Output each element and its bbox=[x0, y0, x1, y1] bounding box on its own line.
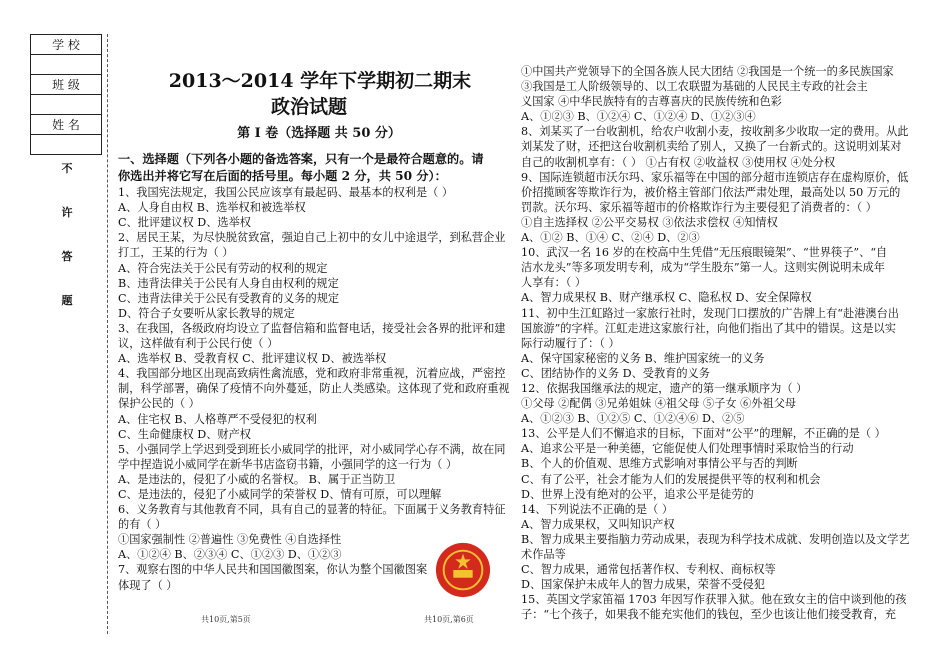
exam-title: 2013～2014 学年下学期初二期末 bbox=[168, 70, 472, 92]
right-column bbox=[521, 64, 910, 622]
question-line: ①父母 ②配偶 ③兄弟姐妹 ④祖父母 ⑤子女 ⑥外祖父母 bbox=[521, 397, 797, 411]
question-line: A、①②③ B、①②④ C、①②④ D、①②③④ bbox=[521, 110, 756, 124]
notice-char: 题 bbox=[61, 294, 73, 307]
question-line: 人享有：（ ） bbox=[521, 276, 587, 290]
question-line: A、智力成果权，又叫知识产权 bbox=[521, 517, 675, 531]
question-line: A、选举权 B、受教育权 C、批评建议权 D、被选举权 bbox=[118, 352, 387, 366]
question-line: 的有（ ） bbox=[118, 518, 167, 532]
question-line: 际行动履行了：（ ） bbox=[521, 336, 620, 350]
question-line: 国旅游”的字样。江虹走进这家旅行社，向他们指出了其中的错误。这是以实 bbox=[521, 321, 896, 335]
national-emblem-image bbox=[434, 541, 492, 599]
school-field[interactable] bbox=[31, 55, 102, 75]
question-line: 6、义务教育与其他教育不同，具有自己的显著的特征。下面属于义务教育特征 bbox=[118, 503, 506, 517]
question-line: 保护公民的（ ） bbox=[118, 397, 200, 411]
question-line: 14、下列说法不正确的是（ ） bbox=[521, 502, 674, 516]
question-line: 打工，王某的行为（ ） bbox=[118, 246, 234, 260]
question-line: B、个人的价值观、思维方式影响对事情公平与否的判断 bbox=[521, 457, 798, 471]
question-line: 13、公平是人们不懈追求的目标，下面对“公平”的理解，不正确的是（ ） bbox=[521, 427, 886, 441]
question-line: 术作品等 bbox=[521, 548, 566, 561]
name-label: 姓 名 bbox=[31, 115, 102, 135]
section-heading: 你选出并将它写在后面的括号里。每小题 2 分，共 50 分）： bbox=[118, 169, 447, 184]
binding-line bbox=[107, 34, 108, 634]
question-list-left bbox=[118, 185, 510, 593]
question-line: B、违背法律关于公民有人身自由权利的规定 bbox=[118, 276, 339, 290]
question-line: 7、观察右图的中华人民共和国国徽图案，你认为整个国徽图案 bbox=[118, 563, 428, 577]
part-title: 第 I 卷（选择题 共 50 分） bbox=[237, 126, 401, 141]
question-line: A、人身自由权 B、选举权和被选举权 bbox=[118, 201, 306, 215]
question-line: 子：“七个孩子，如果我不能充实他们的钱包，至少也该让他们接受教育，充 bbox=[521, 608, 896, 622]
question-line: D、符合子女要听从家长教导的规定 bbox=[118, 306, 295, 320]
question-line: C、违背法律关于公民有受教育的义务的规定 bbox=[118, 291, 340, 305]
class-field[interactable] bbox=[31, 95, 102, 115]
question-line: A、①② B、①④ C、②④ D、②③ bbox=[521, 231, 700, 245]
question-line: A、①②④ B、②③④ C、①②③ D、①②③ bbox=[118, 548, 342, 562]
question-line: A、①②③ B、①②⑤ C、①②④⑥ D、②⑤ bbox=[521, 412, 745, 426]
question-line: B、智力成果主要指脑力劳动成果，表现为科学技术成就、发明创造以及文学艺 bbox=[521, 532, 910, 546]
question-line: A、智力成果权 B、财产继承权 C、隐私权 D、安全保障权 bbox=[521, 291, 812, 305]
question-line: ①国家强制性 ②普遍性 ③免费性 ④自选择性 bbox=[118, 533, 342, 547]
question-line: C、有了公平，社会才能为人们的发展提供平等的权利和机会 bbox=[521, 472, 821, 486]
question-line: A、保守国家秘密的义务 B、维护国家统一的义务 bbox=[521, 351, 765, 365]
notice-char: 许 bbox=[61, 206, 73, 219]
question-line: 自己的收割机享有：（ ） ①占有权 ②收益权 ③使用权 ④处分权 bbox=[521, 155, 836, 169]
question-line: 学中捏造说小威同学在新华书店盗窃书籍，小强同学的这一行为（ ） bbox=[118, 457, 458, 471]
question-line: C、团结协作的义务 D、受教育的义务 bbox=[521, 366, 710, 380]
question-line: 体现了（ ） bbox=[118, 578, 178, 592]
question-line: D、国家保护未成年人的智力成果，荣誉不受侵犯 bbox=[521, 578, 765, 592]
question-line: 3、在我国，各级政府均设立了监督信箱和监督电话，接受社会各界的批评和建 bbox=[118, 321, 506, 335]
question-line: D、世界上没有绝对的公平，追求公平是徒劳的 bbox=[521, 487, 754, 501]
question-list-right bbox=[521, 64, 910, 622]
page-footer-left: 共10页,第5页 bbox=[201, 615, 251, 624]
question-line: 2、居民王某，为尽快脱贫致富，强迫自己上初中的女儿中途退学，到私营企业 bbox=[118, 231, 506, 245]
question-line: 10、武汉一名 16 岁的在校高中生凭借“无压痕眼镜架”、“世界筷子”、“自 bbox=[521, 246, 888, 260]
question-line: C、生命健康权 D、财产权 bbox=[118, 427, 251, 441]
page-footer-right: 共10页,第6页 bbox=[424, 615, 474, 624]
question-line: 刘某发了财，还把这台收割机卖给了别人，又换了一台新式的。这说明刘某对 bbox=[521, 140, 902, 154]
question-line: 8、刘某买了一台收割机，给农户收割小麦，按收割多少收取一定的费用。从此 bbox=[521, 125, 909, 139]
question-line: 9、国际连锁超市沃尔玛、家乐福等在中国的部分超市连锁店存在虚构原价，低 bbox=[521, 170, 909, 184]
question-line: 15、英国文学家笛福 1703 年因写作获罪入狱。他在致女主的信中谈到他的孩 bbox=[521, 593, 907, 607]
question-line: 11、初中生江虹路过一家旅行社时，发现门口摆放的广告牌上有“赴港澳台出 bbox=[521, 306, 899, 320]
question-line: C、批评建议权 D、选举权 bbox=[118, 216, 251, 230]
question-line: 议，这样做有利于公民行使（ ） bbox=[118, 337, 279, 351]
left-column bbox=[118, 64, 510, 593]
question-line: A、符合宪法关于公民有劳动的权利的规定 bbox=[118, 261, 328, 275]
question-line: 1、我国宪法规定，我国公民应该享有最起码、最基本的权利是（ ） bbox=[118, 186, 454, 200]
question-line: 义国家 ④中华民族特有的吉尊喜庆的民族传统和色彩 bbox=[521, 95, 782, 109]
question-line: ③我国是工人阶级领导的、以工农联盟为基础的人民民主专政的社会主 bbox=[521, 80, 868, 94]
question-line: 罚款。沃尔玛、家乐福等超市的价格欺诈行为主要侵犯了消费者的：（ ） bbox=[521, 200, 877, 214]
question-line: 5、小强同学上学迟到受到班长小威同学的批评，对小威同学心存不满，故在同 bbox=[118, 442, 506, 456]
question-line: 洁水龙头”等多项发明专利，成为“学生股东”第一人。这则实例说明未成年 bbox=[521, 261, 885, 275]
class-label: 班 级 bbox=[31, 75, 102, 95]
school-label: 学 校 bbox=[31, 35, 102, 55]
question-line: C、智力成果，通常包括著作权、专利权、商标权等 bbox=[521, 563, 776, 577]
question-line: 12、依据我国继承法的规定，遗产的第一继承顺序为（ ） bbox=[521, 381, 808, 395]
question-line: A、是违法的，侵犯了小威的名誉权。 B、属于正当防卫 bbox=[118, 472, 396, 486]
question-line: 制，科学部署，确保了疫情不向外蔓延，防止人类感染。这体现了党和政府重视 bbox=[118, 382, 510, 396]
question-line: 4、我国部分地区出现高致病性禽流感，党和政府非常重视，沉着应战，严密控 bbox=[118, 367, 506, 381]
question-line: 价招揽顾客等欺诈行为，被价格主管部门依法严肃处理，最高处以 50 万元的 bbox=[521, 185, 901, 199]
question-line: A、住宅权 B、人格尊严不受侵犯的权利 bbox=[118, 412, 317, 426]
question-line: A、追求公平是一种美德，它能促使人们处理事情时采取恰当的行动 bbox=[521, 442, 854, 456]
section-heading: 一、选择题（下列各小题的备选答案，只有一个是最符合题意的。请 bbox=[118, 152, 484, 167]
question-line: ①中国共产党领导下的全国各族人民大团结 ②我国是一个统一的多民族国家 bbox=[521, 65, 894, 78]
question-line: ①自主选择权 ②公平交易权 ③依法求偿权 ④知情权 bbox=[521, 215, 778, 229]
exam-subtitle: 政治试题 bbox=[270, 96, 347, 118]
student-info-table bbox=[30, 34, 102, 155]
name-field[interactable] bbox=[31, 135, 102, 155]
no-answer-notice bbox=[57, 162, 77, 338]
question-line: C、是违法的，侵犯了小威同学的荣誉权 D、情有可原，可以理解 bbox=[118, 487, 442, 501]
notice-char: 不 bbox=[61, 162, 73, 175]
notice-char: 答 bbox=[61, 250, 73, 263]
